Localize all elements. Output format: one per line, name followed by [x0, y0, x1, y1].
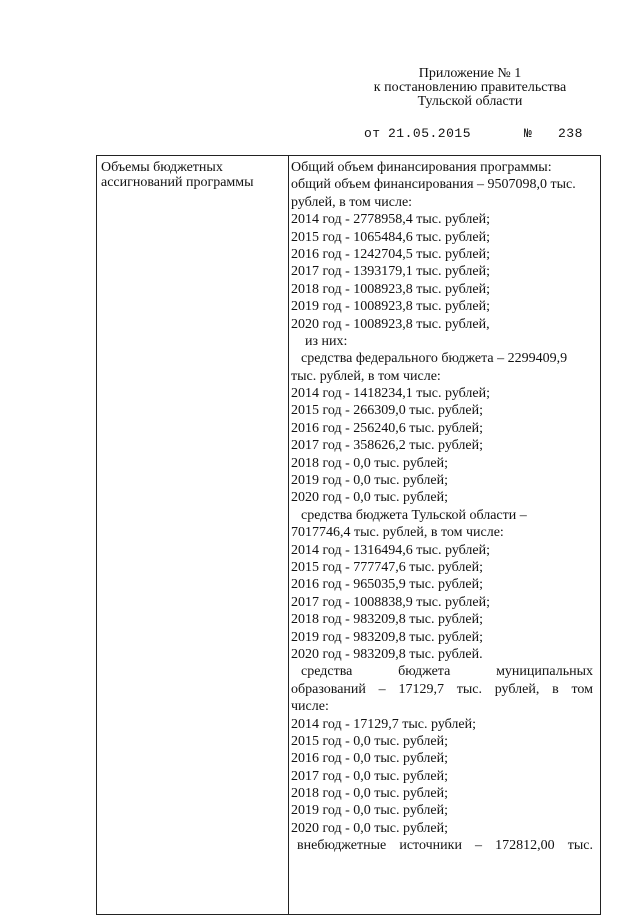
- year-line: 2020 год - 0,0 тыс. рублей;: [291, 490, 449, 506]
- year-line: 2019 год - 1008923,8 тыс. рублей;: [291, 299, 491, 315]
- year-line: 2014 год - 1316494,6 тыс. рублей;: [291, 542, 491, 558]
- year-line: 2014 год - 2778958,4 тыс. рублей;: [291, 212, 491, 228]
- section-heading-line: средства федерального бюджета – 2299409,9: [301, 351, 568, 367]
- budget-table: [96, 155, 601, 915]
- appendix-region: Тульской области: [417, 94, 523, 109]
- order-reference: [364, 126, 604, 142]
- text-line: Общий объем финансирования программы:: [291, 160, 552, 175]
- appendix-heading: [345, 67, 595, 109]
- text-line: общий объем финансирования – 9507098,0 тыс.: [291, 177, 576, 193]
- year-line: 2015 год - 266309,0 тыс. рублей;: [291, 403, 484, 419]
- year-line: 2019 год - 0,0 тыс. рублей;: [291, 803, 449, 819]
- order-number: 238: [558, 126, 583, 141]
- appendix-title: Приложение № 1: [418, 66, 522, 81]
- year-line: 2020 год - 0,0 тыс. рублей;: [291, 820, 449, 836]
- row-label-line: ассигнований программы: [101, 175, 254, 190]
- year-line: 2015 год - 1065484,6 тыс. рублей;: [291, 229, 491, 245]
- column-divider: [288, 156, 289, 914]
- year-line: 2019 год - 0,0 тыс. рублей;: [291, 473, 449, 489]
- text-line: образований – 17129,7 тыс. рублей, в том: [291, 681, 593, 697]
- year-line: 2016 год - 0,0 тыс. рублей;: [291, 751, 449, 767]
- row-label-line: Объемы бюджетных: [101, 160, 223, 175]
- year-line: 2017 год - 1393179,1 тыс. рублей;: [291, 264, 491, 280]
- order-date-prefix: от: [364, 126, 381, 141]
- section-heading-line: средства бюджета Тульской области –: [301, 507, 527, 523]
- year-line: 2016 год - 965035,9 тыс. рублей;: [291, 577, 484, 593]
- row-label-cell: [97, 160, 287, 190]
- year-line: 2015 год - 0,0 тыс. рублей;: [291, 733, 449, 749]
- year-line: 2018 год - 0,0 тыс. рублей;: [291, 455, 449, 471]
- text-line: из них:: [305, 333, 348, 349]
- text-line: 7017746,4 тыс. рублей, в том числе:: [291, 525, 504, 541]
- order-number-sign: №: [524, 126, 533, 141]
- text-line: числе:: [291, 699, 329, 715]
- year-line: 2014 год - 17129,7 тыс. рублей;: [291, 716, 477, 732]
- appendix-subtitle: к постановлению правительства: [373, 80, 567, 95]
- year-line: 2018 год - 0,0 тыс. рублей;: [291, 786, 449, 802]
- year-line: 2018 год - 1008923,8 тыс. рублей;: [291, 281, 491, 297]
- year-line: 2016 год - 256240,6 тыс. рублей;: [291, 420, 484, 436]
- year-line: 2015 год - 777747,6 тыс. рублей;: [291, 559, 484, 575]
- year-line: 2020 год - 1008923,8 тыс. рублей,: [291, 316, 490, 332]
- year-line: 2014 год - 1418234,1 тыс. рублей;: [291, 386, 491, 402]
- year-line: 2017 год - 0,0 тыс. рублей;: [291, 768, 449, 784]
- section-heading-line: средства бюджета муниципальных: [301, 664, 593, 680]
- text-line: тыс. рублей, в том числе:: [291, 368, 441, 384]
- year-line: 2018 год - 983209,8 тыс. рублей;: [291, 612, 484, 628]
- year-line: 2019 год - 983209,8 тыс. рублей;: [291, 629, 484, 645]
- year-line: 2017 год - 1008838,9 тыс. рублей;: [291, 594, 491, 610]
- order-date: 21.05.2015: [388, 126, 472, 141]
- section-heading-line: внебюджетные источники – 172812,00 тыс.: [297, 838, 593, 854]
- funding-details-cell: [291, 159, 593, 855]
- year-line: 2016 год - 1242704,5 тыс. рублей;: [291, 246, 491, 262]
- year-line: 2017 год - 358626,2 тыс. рублей;: [291, 438, 484, 454]
- text-line: рублей, в том числе:: [291, 194, 413, 210]
- year-line: 2020 год - 983209,8 тыс. рублей.: [291, 646, 483, 662]
